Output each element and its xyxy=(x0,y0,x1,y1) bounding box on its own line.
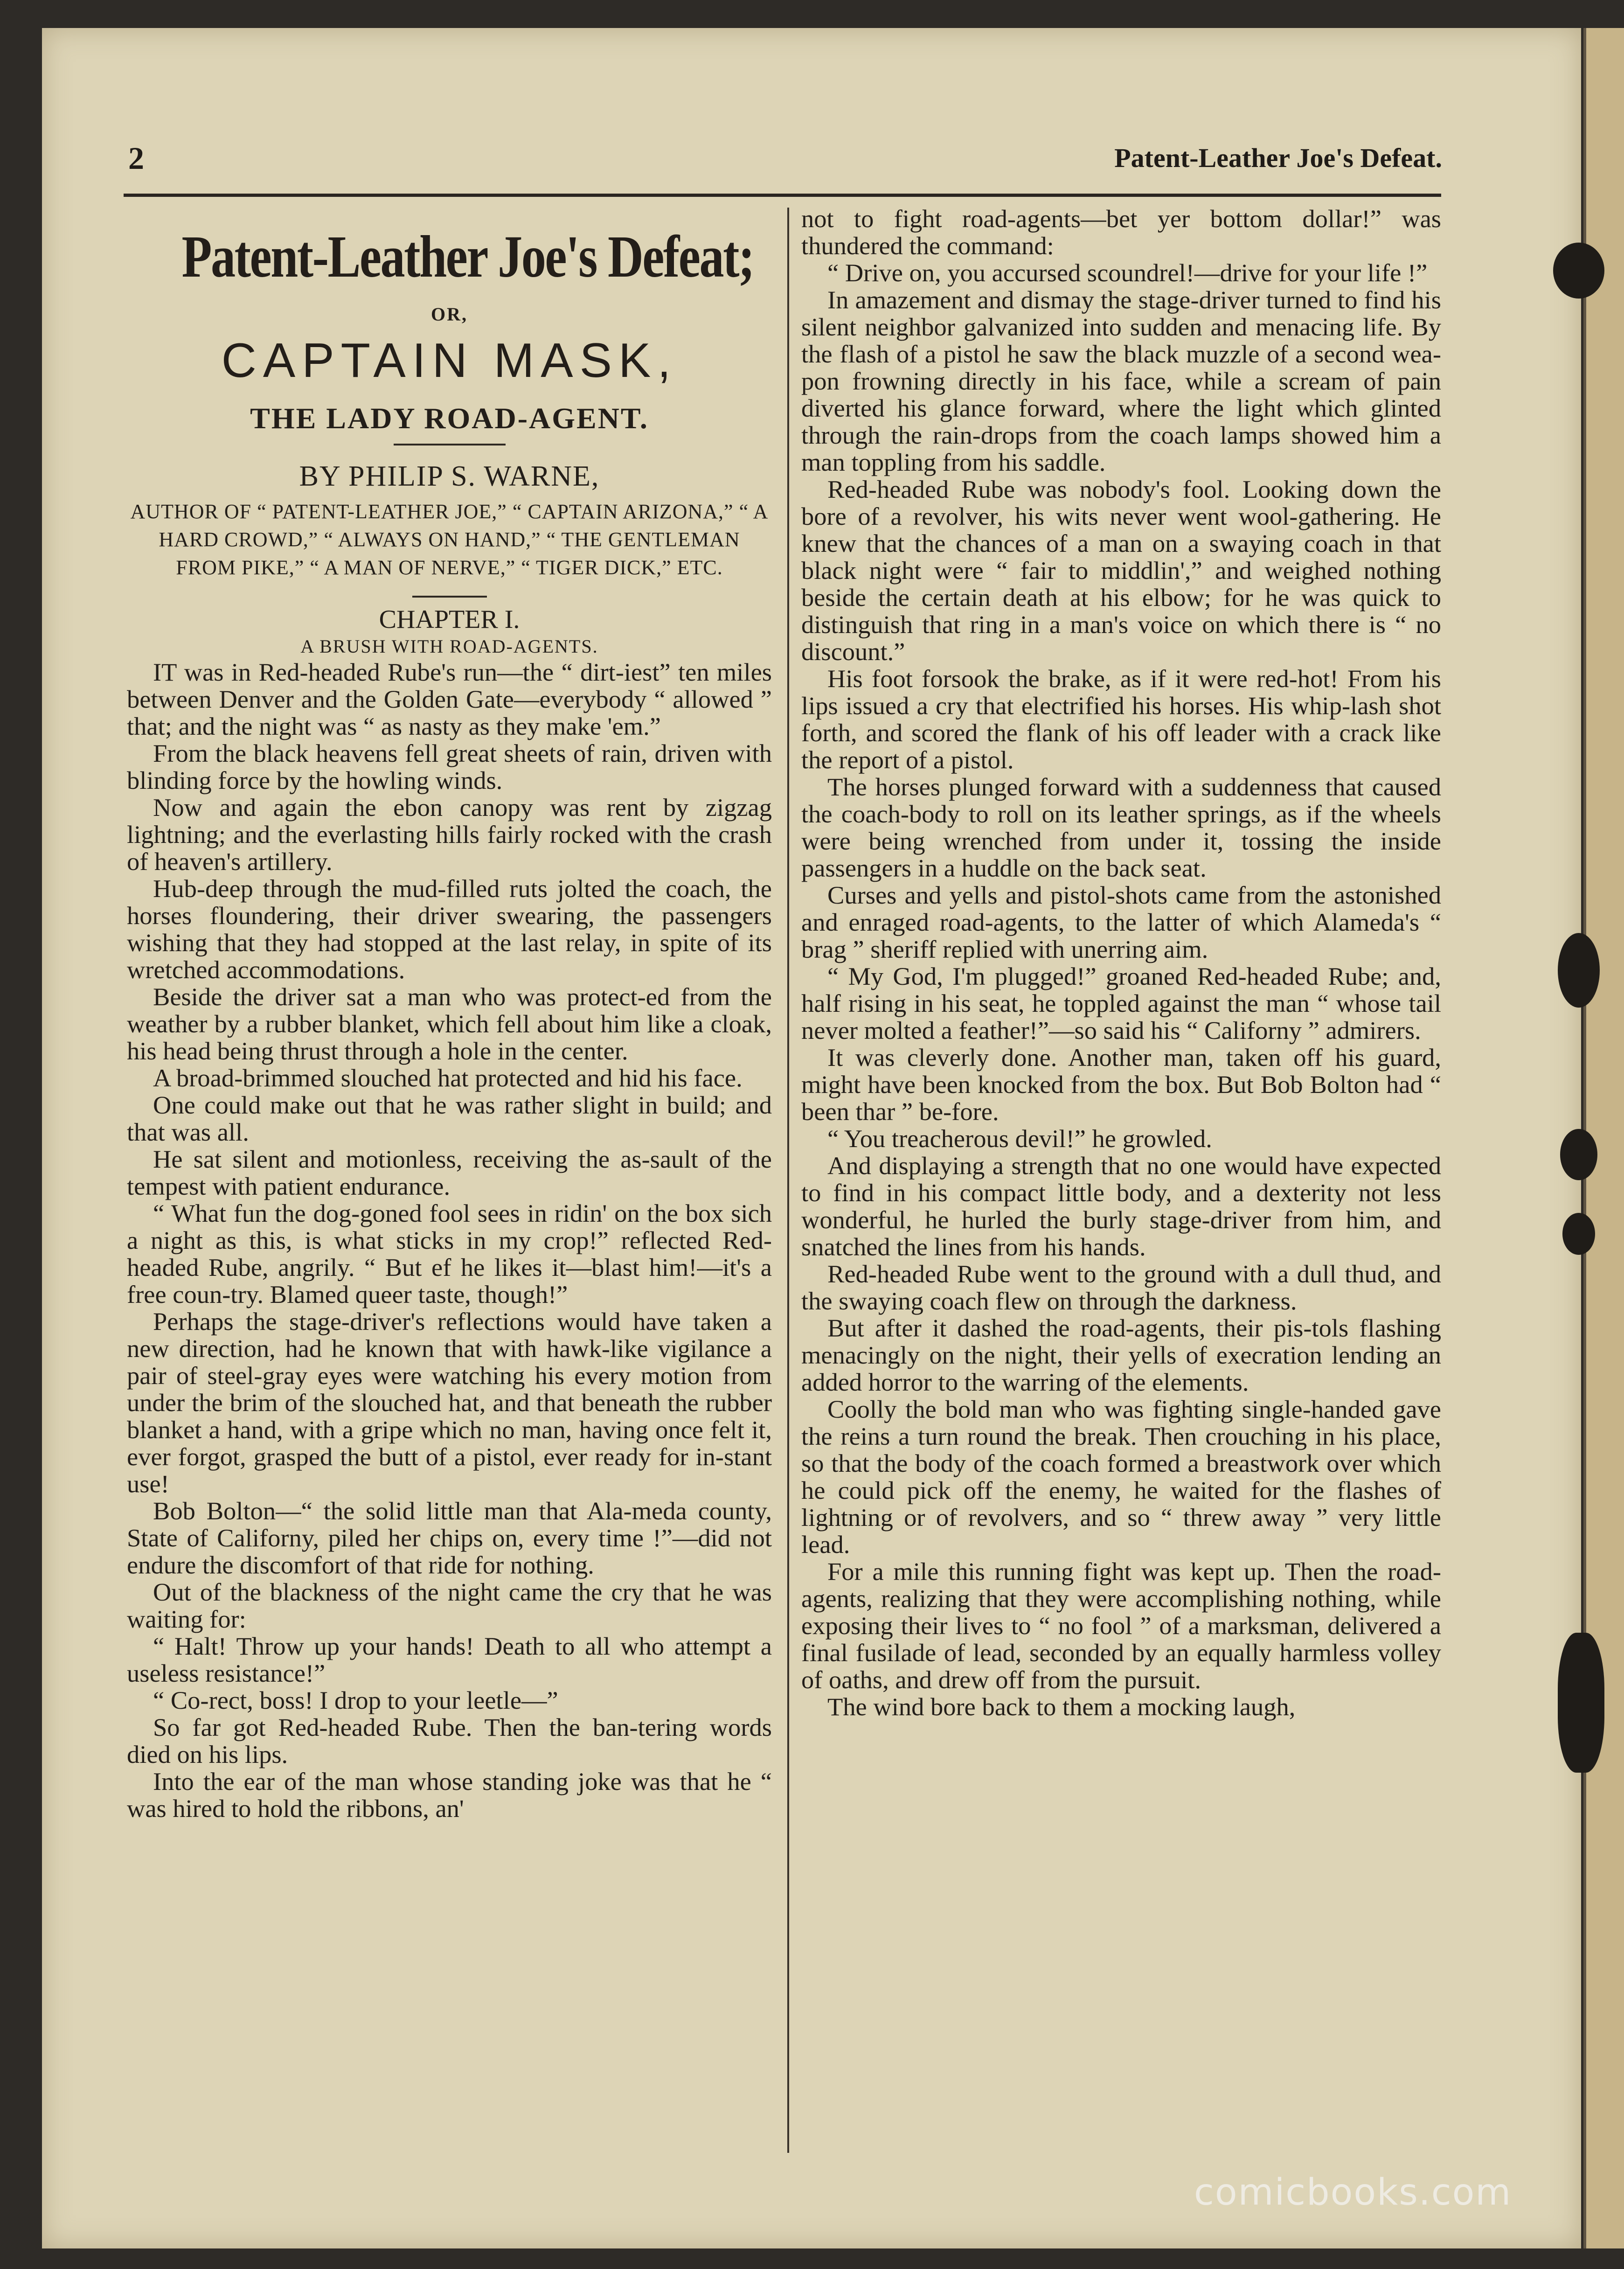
paragraph: For a mile this running fight was kept up. Then the road-agents, realizing that they were accomplishing nothing, while exposing their lives to “ no fool ” of a marksman, delivered a final fusilade of lead, seconded by an equally harmless volley of oaths, and drew off from the pursuit. xyxy=(801,1557,1441,1694)
paragraph: From the black heavens fell great sheets of rain, driven with blinding force by the howling winds. xyxy=(127,739,772,794)
paragraph: Coolly the bold man who was fighting single-handed gave the reins a turn round the break. Then crouching in his place, so that the body of the coach formed a breastwork over which he could pick off the enemy, he waited for the flashes of lightning or of revolvers, and so “ threw away ” very little lead. xyxy=(801,1395,1441,1559)
paragraph: In amazement and dismay the stage-driver turned to find his silent neighbor galvanized into sudden and menacing life. By the flash of a pistol he saw the black muzzle of a second wea-pon frowning directly in his face, while a scream of pain diverted his glance forward, where the light which glinted through the rain-drops from the coach lamps showed him a man toppling from his saddle. xyxy=(801,285,1441,476)
chapter-subheading: A BRUSH WITH ROAD-AGENTS. xyxy=(300,636,598,657)
chapter-rule xyxy=(412,596,487,598)
paragraph: The wind bore back to them a mocking laugh, xyxy=(827,1692,1296,1721)
paragraph: IT was in Red-headed Rube's run—the “ dirt-iest” ten miles between Denver and the Golden Gate—everybody “ allowed ” that; and the night was “ as nasty as they make 'em.” xyxy=(127,658,772,740)
damage-spot xyxy=(1562,1213,1595,1255)
title-rule xyxy=(394,444,506,445)
paragraph: Curses and yells and pistol-shots came from the astonished and enraged road-agents, to the latter of which Alameda's “ brag ” sheriff replied with unerring aim. xyxy=(801,881,1441,963)
damage-spot xyxy=(1560,1129,1597,1180)
paragraph: Hub-deep through the mud-filled ruts jolted the coach, the horses floundering, their driver swearing, the passengers wishing that they had stopped at the last relay, in spite of its wretched accommodations. xyxy=(127,874,772,984)
paragraph: So far got Red-headed Rube. Then the ban-tering words died on his lips. xyxy=(127,1713,772,1768)
byline: BY PHILIP S. WARNE, xyxy=(299,460,600,492)
column-divider xyxy=(787,208,789,2153)
paragraph: A broad-brimmed slouched hat protected and hid his face. xyxy=(153,1064,743,1092)
header-rule xyxy=(124,194,1441,197)
paragraph: Into the ear of the man whose standing joke was that he “ was hired to hold the ribbons, an' xyxy=(127,1767,772,1823)
alternate-title: CAPTAIN MASK, xyxy=(221,334,678,388)
paragraph: “ Drive on, you accursed scoundrel!—drive for your life !” xyxy=(827,258,1428,287)
left-column xyxy=(127,205,772,1822)
paragraph: “ You treacherous devil!” he growled. xyxy=(827,1124,1212,1153)
paragraph: Out of the blackness of the night came the cry that he was waiting for: xyxy=(127,1578,772,1633)
paragraph: His foot forsook the brake, as if it were red-hot! From his lips issued a cry that electrified his horses. His whip-lash shot forth, and scored the flank of his off leader with a crack like the report of a pistol. xyxy=(801,664,1441,774)
damage-spot xyxy=(1553,243,1604,299)
paragraph: not to fight road-agents—bet yer bottom dollar!” was thundered the command: xyxy=(801,204,1441,260)
paragraph: Bob Bolton—“ the solid little man that Ala-meda county, State of Californy, piled her chips on, every time !”—did not endure the discomfort of that ride for nothing. xyxy=(127,1496,772,1579)
paragraph: The horses plunged forward with a suddenness that caused the coach-body to roll on its leather springs, as if the wheels were being wrenched from under it, tossing the inside passengers in a huddle on the back seat. xyxy=(801,773,1441,882)
paragraph: Now and again the ebon canopy was rent by zigzag lightning; and the everlasting hills fairly rocked with the crash of heaven's artillery. xyxy=(127,793,772,876)
paragraph: It was cleverly done. Another man, taken off his guard, might have been knocked from the box. But Bob Bolton had “ been thar ” be-fore. xyxy=(801,1043,1441,1126)
author-credits: AUTHOR OF “ PATENT-LEATHER JOE,” “ CAPTAIN ARIZONA,” “ A HARD CROWD,” “ ALWAYS ON HAND,” “ THE GENTLEMAN FROM PIKE,” “ A MAN OF NERVE,” “ TIGER DICK,” ETC. xyxy=(130,500,769,579)
paragraph: Perhaps the stage-driver's reflections would have taken a new direction, had he known that with hawk-like vigilance a pair of steel-gray eyes were watching his every motion from under the brim of the slouched hat, and that beneath the rubber blanket a hand, with a gripe which no man, having once felt it, ever forgot, grasped the butt of a pistol, ever ready for in-stant use! xyxy=(127,1307,772,1498)
chapter-heading: CHAPTER I. xyxy=(379,605,520,634)
title-or: OR, xyxy=(431,304,468,325)
watermark: comicbooks.com xyxy=(1194,2172,1512,2213)
paragraph: But after it dashed the road-agents, their pis-tols flashing menacingly on the night, their yells of execration lending an added horror to the warring of the elements. xyxy=(801,1314,1441,1396)
damage-spot xyxy=(1558,933,1600,1008)
paragraph: Red-headed Rube was nobody's fool. Looking down the bore of a revolver, his wits never went wool-gathering. He knew that the chances of a man on a swaying coach in that black night were “ fair to middlin',” and weighed nothing beside the certain death at his elbow; for he was quick to distinguish that ring in a man's voice on which there is “ no discount.” xyxy=(801,475,1441,666)
damage-spot xyxy=(1558,1633,1604,1773)
paragraph: Beside the driver sat a man who was protect-ed from the weather by a rubber blanket, which fell about him like a cloak, his head being thrust through a hole in the center. xyxy=(127,982,772,1065)
paragraph: He sat silent and motionless, receiving the as-sault of the tempest with patient endurance. xyxy=(127,1145,772,1200)
paragraph: “ What fun the dog-goned fool sees in ridin' on the box sich a night as this, is what sticks in my crop!” reflected Red-headed Rube, angrily. “ But ef he likes it—blast him!—it's a free coun-try. Blamed queer taste, though!” xyxy=(127,1199,772,1309)
right-column-text xyxy=(801,205,1441,1720)
story-subtitle: THE LADY ROAD-AGENT. xyxy=(250,402,649,435)
page-number: 2 xyxy=(128,140,144,176)
paragraph: And displaying a strength that no one would have expected to find in his compact little body, and a dexterity not less wonderful, he hurled the burly stage-driver from him, and snatched the lines from his hands. xyxy=(801,1151,1441,1261)
paragraph: One could make out that he was rather slight in build; and that was all. xyxy=(127,1091,772,1146)
paragraph: “ My God, I'm plugged!” groaned Red-headed Rube; and, half rising in his seat, he toppled against the man “ whose tail never molted a feather!”—so said his “ Californy ” admirers. xyxy=(801,962,1441,1044)
paragraph: “ Co-rect, boss! I drop to your leetle—” xyxy=(153,1686,558,1714)
paragraph: “ Halt! Throw up your hands! Death to all who attempt a useless resistance!” xyxy=(127,1632,772,1687)
paragraph: Red-headed Rube went to the ground with a dull thud, and the swaying coach flew on through the darkness. xyxy=(801,1260,1441,1315)
story-title: Patent-Leather Joe's Defeat; xyxy=(181,223,754,290)
left-column-text xyxy=(127,659,772,1822)
right-column xyxy=(801,205,1441,1720)
running-title: Patent-Leather Joe's Defeat. xyxy=(1114,143,1442,173)
